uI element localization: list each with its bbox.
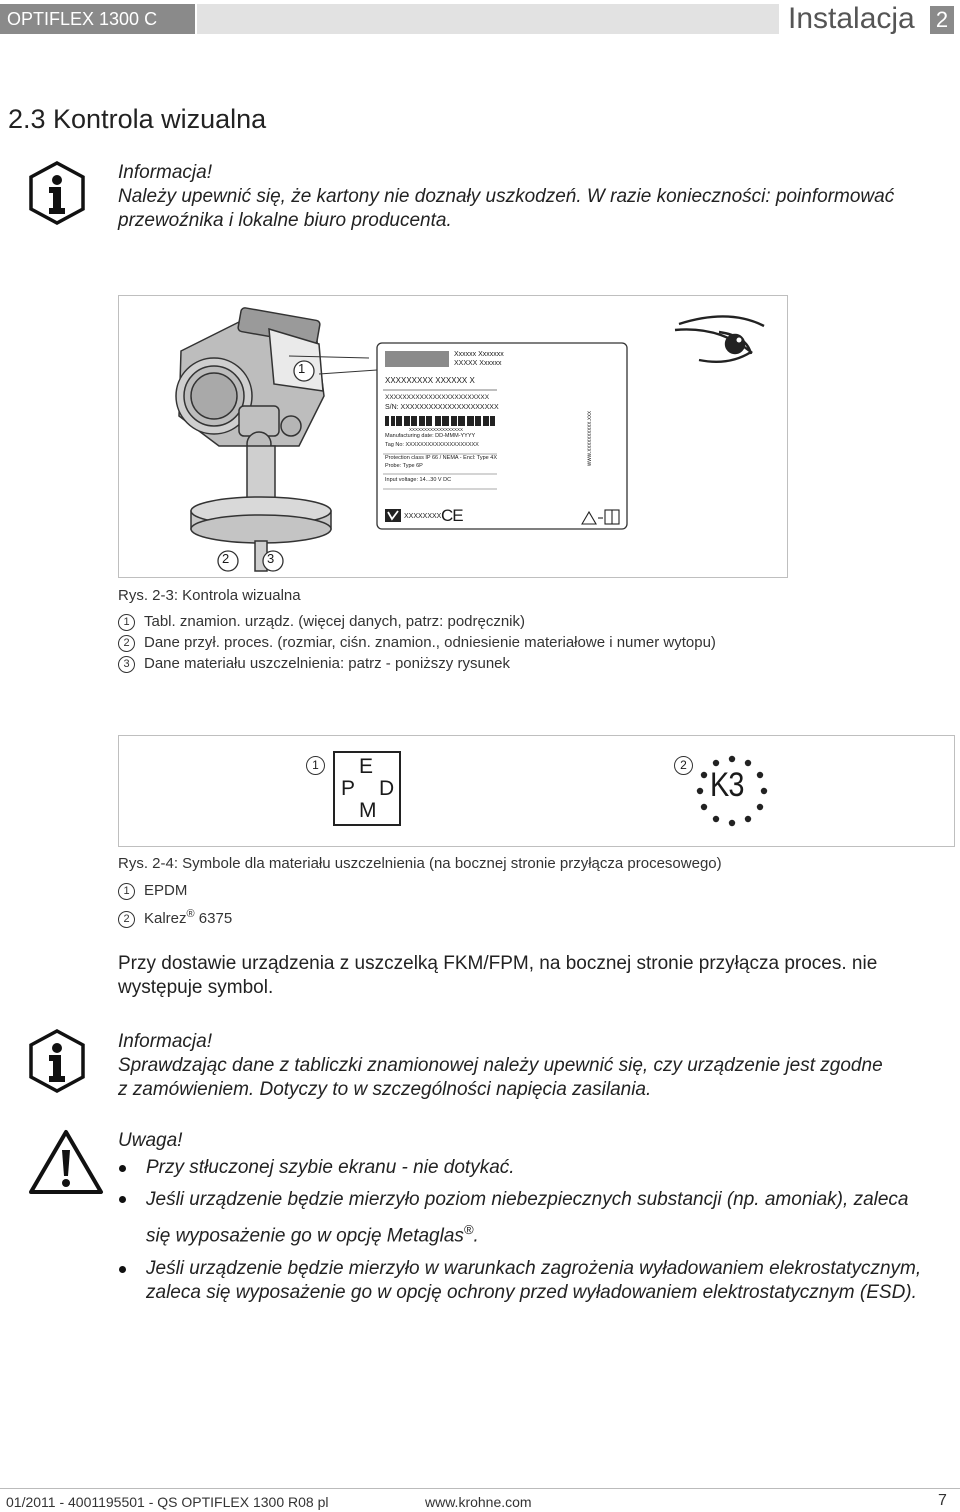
warning-b1-text: Przy stłuczonej szybie ekranu - nie dotykać.	[146, 1157, 515, 1178]
footer-page: 7	[938, 1492, 947, 1509]
fig2-callout-2: 2	[674, 756, 693, 775]
footer-rule	[0, 1488, 960, 1489]
warning-b3-line1: Jeśli urządzenie będzie mierzyło w warunkach zagrożenia wyładowaniem elekrostatycznym,	[146, 1258, 922, 1280]
warning-icon	[27, 1128, 105, 1201]
legend-text: Tabl. znamion. urządz. (więcej danych, patrz: podręcznik)	[144, 613, 526, 630]
nameplate-tag: Tag No: XXXXXXXXXXXXXXXXXXXX	[385, 442, 479, 448]
legend-num: 2	[118, 635, 135, 652]
eye-icon	[675, 316, 764, 361]
info1-block	[118, 161, 938, 233]
legend-item	[118, 632, 938, 653]
ce-mark: CE	[441, 506, 463, 525]
info-icon	[28, 160, 86, 231]
barcode	[385, 416, 495, 426]
info2-line2: z zamówieniem. Dotyczy to w szczególności napięcia zasilania.	[118, 1079, 652, 1100]
legend-item	[118, 904, 232, 928]
nameplate-bottom-code: XXXXXXXX	[404, 513, 442, 520]
nameplate-model	[454, 350, 504, 368]
legend-num: 1	[118, 883, 135, 900]
epdm-letter-p: P	[341, 777, 356, 800]
body-line1: Przy dostawie urządzenia z uszczelką FKM/FPM, na bocznej stronie przyłącza proces. nie	[118, 953, 878, 974]
figure1-legend	[118, 611, 938, 674]
warning-b2-line2-wrap	[146, 1215, 948, 1251]
bullet-dot	[119, 1196, 126, 1203]
info2-heading: Informacja!	[118, 1031, 212, 1052]
registered-mark: ®	[463, 1222, 474, 1237]
legend-item	[118, 653, 938, 674]
info-icon	[28, 1028, 86, 1099]
body-paragraph	[118, 952, 938, 1000]
legend-text: Dane przył. proces. (rozmiar, ciśn. znamion., odniesienie materiałowe i numer wytopu)	[144, 634, 716, 651]
nameplate-model-1: Xxxxxx Xxxxxxx	[454, 351, 504, 358]
nameplate-barcode-text: XXXXXXXXXXXXXXXXXX	[409, 427, 464, 432]
nameplate-serial: S/N: XXXXXXXXXXXXXXXXXXXXX	[385, 404, 499, 411]
info1-line2: przewoźnika i lokalne biuro producenta.	[118, 210, 452, 231]
figure-seal-symbols	[118, 735, 955, 847]
warning-b2-end: .	[473, 1225, 479, 1247]
legend-text: Dane materiału uszczelnienia: patrz - poniższy rysunek	[144, 655, 510, 672]
legend-num: 2	[118, 911, 135, 928]
nameplate-protection: Protection class IP 66 / NEMA - Encl: Type 4X	[385, 455, 497, 461]
callout-2-label: 2	[222, 551, 230, 566]
callout-1-label: 1	[298, 361, 306, 376]
device-drawing	[176, 307, 331, 571]
nameplate-probe: Probe: Type 6P	[385, 463, 423, 469]
legend-text: EPDM	[144, 882, 188, 899]
legend-item	[118, 880, 232, 904]
legend-num: 1	[118, 614, 135, 631]
nameplate-mfg: Manufacturing date: DD-MMM-YYYY	[385, 433, 476, 439]
legend-text: Kalrez	[144, 910, 187, 927]
kalrez-symbol-text: K3	[710, 766, 744, 804]
legend-item	[118, 611, 938, 632]
nameplate-model-2: XXXXX Xxxxxx	[454, 360, 502, 367]
figure1-caption: Rys. 2-3: Kontrola wizualna	[118, 587, 301, 604]
info2-block	[118, 1030, 938, 1102]
figure2-legend	[118, 880, 232, 928]
warning-bullet-3	[146, 1257, 948, 1305]
header-chapter-number: 2	[930, 6, 954, 34]
info2-line1: Sprawdzając dane z tabliczki znamionowej należy upewnić się, czy urządzenie jest zgodne	[118, 1055, 883, 1076]
warning-bullet-1	[146, 1156, 948, 1180]
legend-num: 3	[118, 656, 135, 673]
epdm-letter-d: D	[379, 777, 395, 800]
warning-b3-line2: zaleca się wyposażenie go w opcję ochrony przed wyładowaniem elektrostatycznym (ESD).	[146, 1282, 917, 1304]
warning-b2-line2: się wyposażenie go w opcję Metaglas	[146, 1225, 464, 1247]
epdm-letter-e: E	[359, 755, 374, 778]
footer-doc: 01/2011 - 4001195501 - QS OPTIFLEX 1300 R08 pl	[6, 1494, 329, 1510]
nameplate-line1: XXXXXXXXX XXXXXX X	[385, 376, 475, 385]
header-chapter-title: Instalacja	[788, 2, 915, 35]
callout-3-label: 3	[267, 551, 275, 566]
bullet-dot	[119, 1266, 126, 1273]
bullet-dot	[119, 1165, 126, 1172]
header-product: OPTIFLEX 1300 C	[0, 4, 195, 34]
figure2-caption: Rys. 2-4: Symbole dla materiału uszczelnienia (na bocznej stronie przyłącza procesowego)	[118, 855, 722, 872]
epdm-letter-m: M	[359, 799, 377, 822]
info1-heading: Informacja!	[118, 162, 212, 183]
nameplate-voltage: Input voltage: 14...30 V DC	[385, 477, 452, 483]
legend-text-suffix: 6375	[194, 910, 233, 927]
figure-visual-check	[118, 295, 788, 578]
nameplate-line2: XXXXXXXXXXXXXXXXXXXXXXXX	[385, 394, 490, 401]
info1-line1: Należy upewnić się, że kartony nie doznały uszkodzeń. W razie konieczności: poinformować	[118, 186, 895, 207]
manufacturer-logo	[385, 509, 401, 522]
section-title: 2.3 Kontrola wizualna	[8, 104, 267, 134]
fig2-callout-1: 1	[306, 756, 325, 775]
footer-site: www.krohne.com	[425, 1494, 532, 1510]
nameplate-url: www.xxxxxxxxxx.xxx	[587, 410, 593, 466]
warning-heading: Uwaga!	[118, 1130, 183, 1151]
body-line2: występuje symbol.	[118, 977, 274, 998]
epdm-symbol	[333, 751, 401, 826]
warning-b2-line1: Jeśli urządzenie będzie mierzyło poziom niebezpiecznych substancji (np. amoniak), zaleca	[146, 1189, 909, 1210]
warning-block	[118, 1129, 948, 1305]
registered-mark: ®	[186, 908, 195, 920]
warning-bullet-2	[146, 1185, 948, 1251]
header-bar	[197, 4, 779, 34]
